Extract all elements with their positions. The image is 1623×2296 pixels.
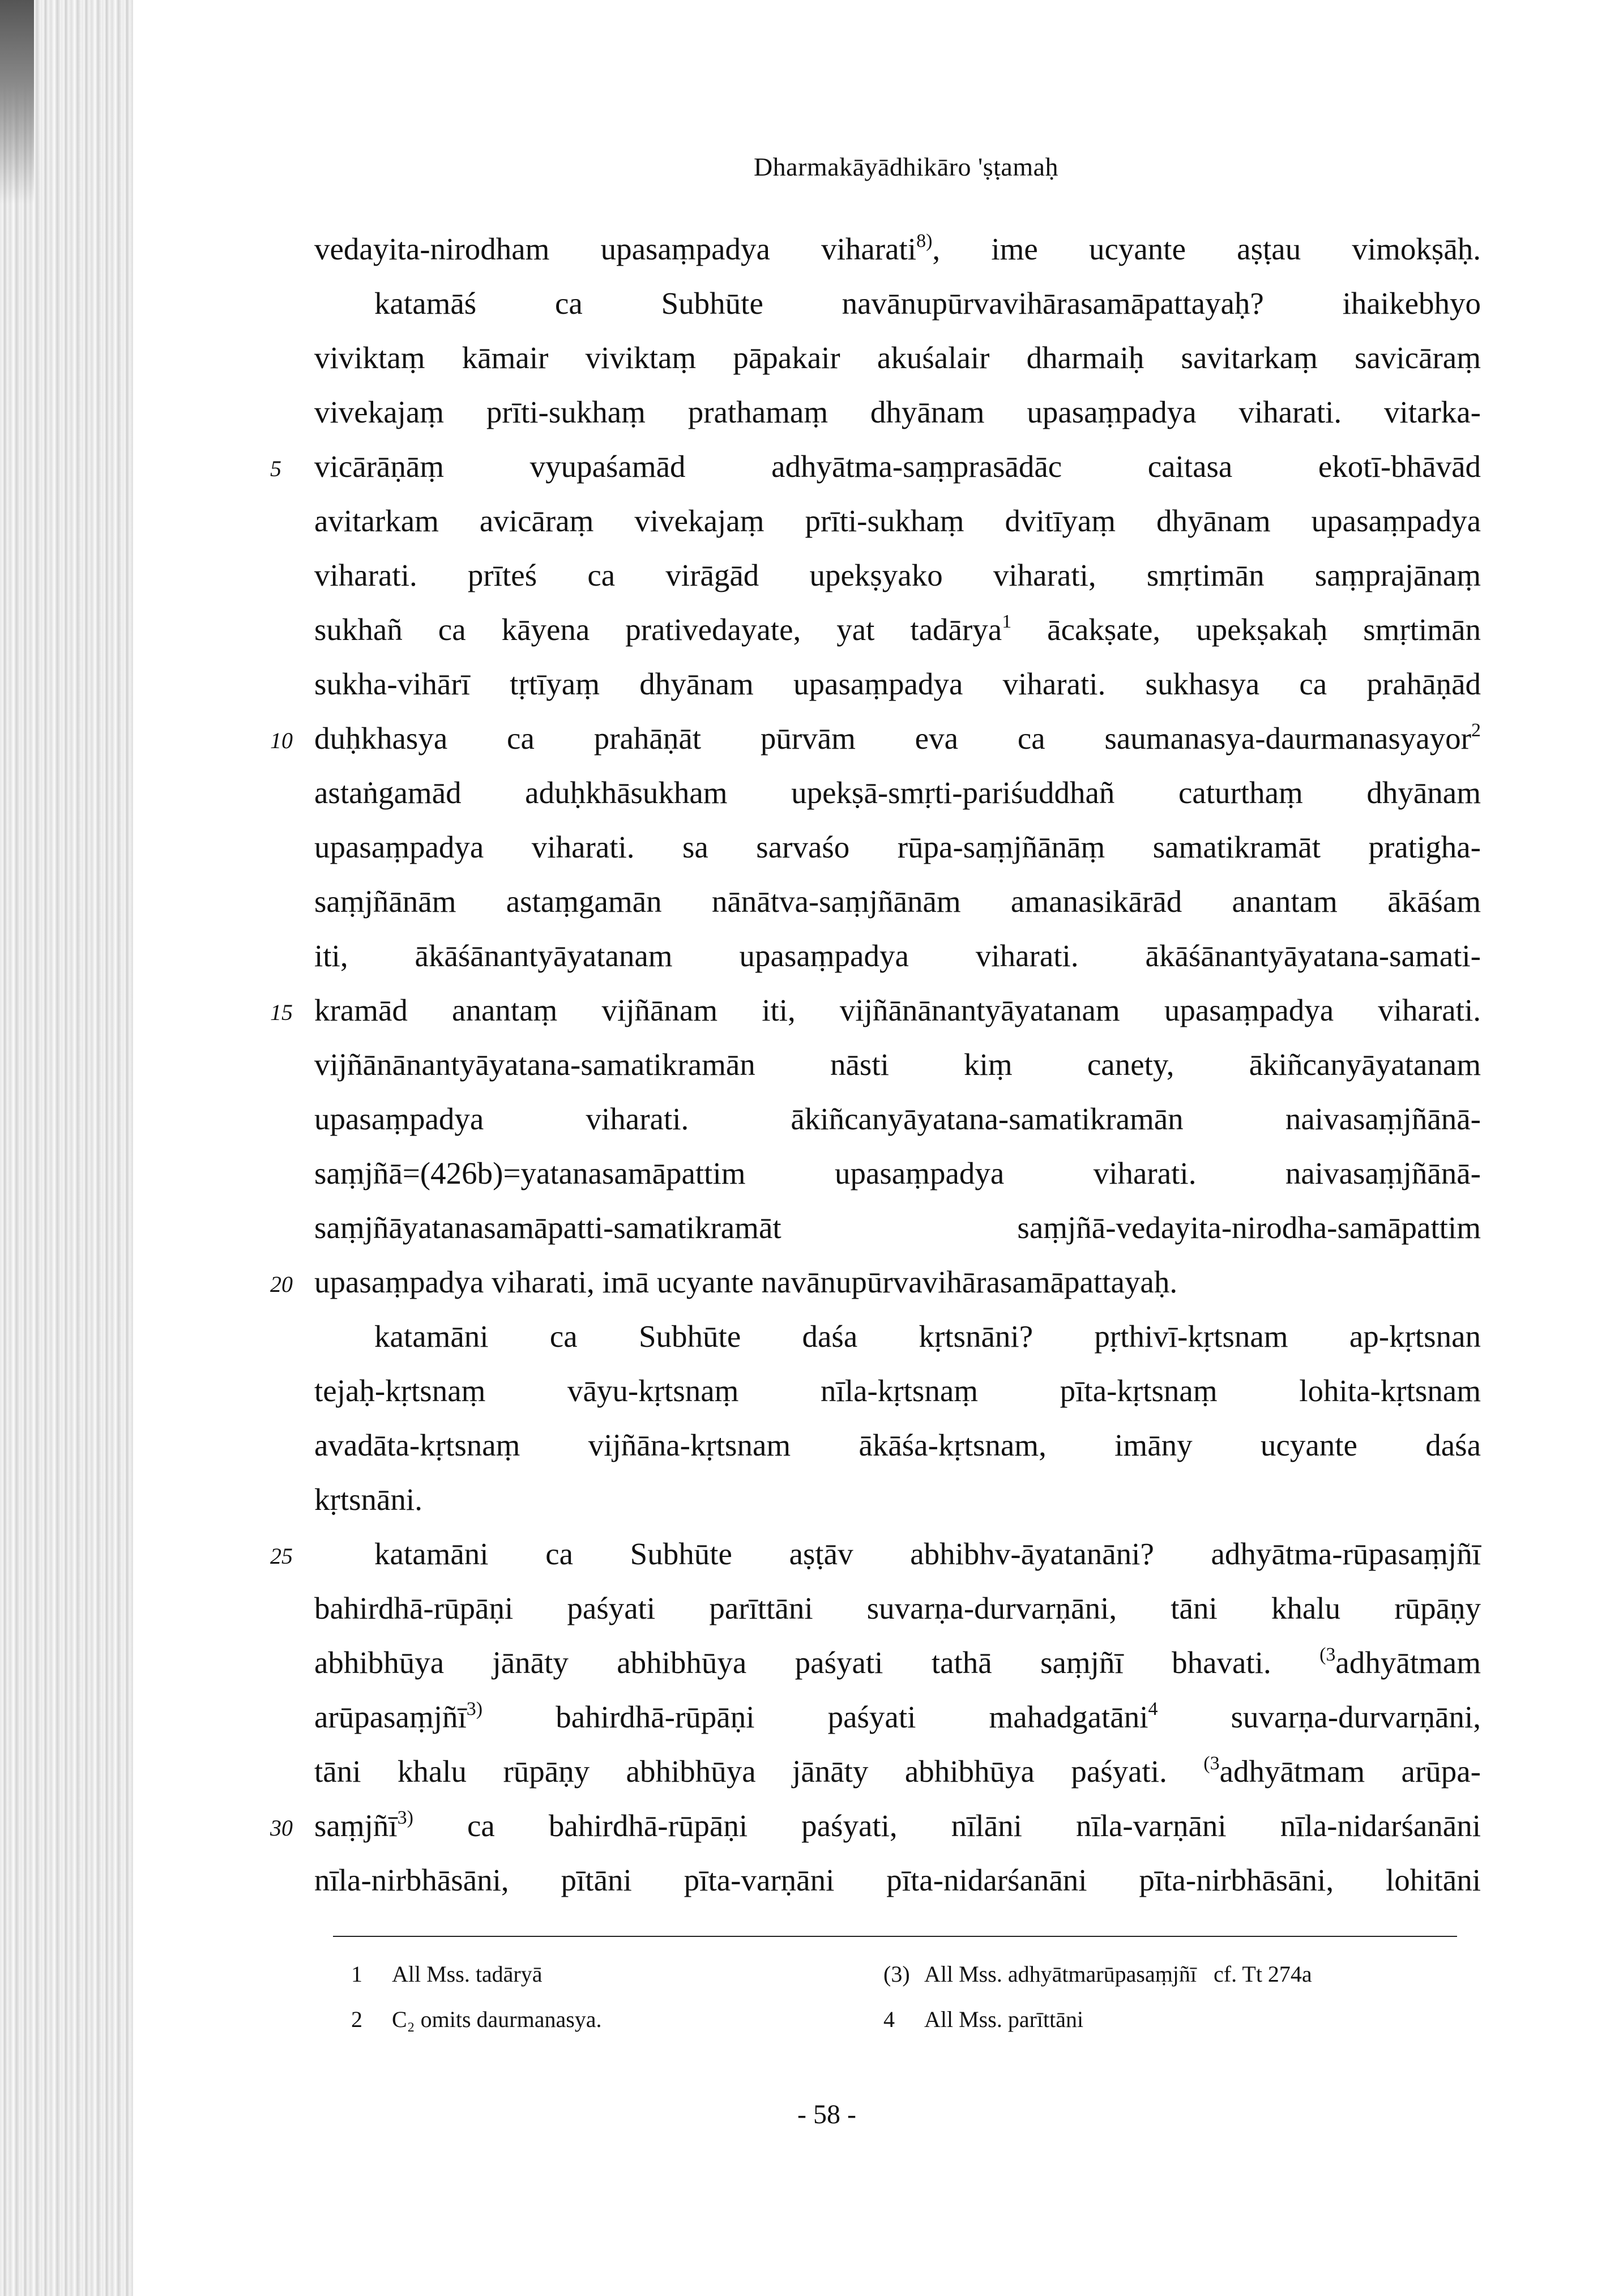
text-line <box>314 1744 1481 1799</box>
text-line <box>270 1527 1481 1581</box>
line-text: bahirdhā-rūpāṇi paśyati parīttāni suvarṇa-durvarṇāni, tāni khalu rūpāṇy <box>314 1591 1481 1625</box>
text-line <box>314 1473 1481 1527</box>
text-line <box>314 1418 1481 1473</box>
line-text: astaṅgamād aduḥkhāsukham upekṣā-smṛti-pariśuddhañ caturthaṃ dhyānam <box>314 775 1481 810</box>
text-line <box>314 1309 1481 1364</box>
running-head: Dharmakāyādhikāro 'ṣṭamaḥ <box>753 152 1059 181</box>
line-text: katamāni ca Subhūte aṣṭāv abhibhv-āyatanāni? adhyātma-rūpasaṃjñī <box>374 1537 1481 1571</box>
line-number: 15 <box>270 1000 293 1025</box>
line-text: bahirdhā-rūpāṇi paśyati mahadgatāni <box>482 1700 1148 1734</box>
line-number: 20 <box>270 1271 293 1297</box>
line-text: vijñānānantyāyatana-samatikramān nāsti kiṃ canety, ākiñcanyāyatanam <box>314 1047 1481 1082</box>
footnote-2: 2 C₂ omits daurmanasya. <box>351 2007 602 2032</box>
line-text: upasaṃpadya viharati. sa sarvaśo rūpa-saṃjñānāṃ samatikramāt pratigha- <box>314 830 1481 864</box>
text-line <box>314 494 1481 548</box>
footnote-marker: 2 <box>1471 720 1481 741</box>
footnote-marker: 3) <box>466 1698 483 1719</box>
line-text: ācakṣate, upekṣakaḥ smṛtimān <box>1011 612 1481 647</box>
line-text: viviktaṃ kāmair viviktaṃ pāpakair akuśalair dharmaiḥ savitarkaṃ savicāraṃ <box>314 340 1481 375</box>
text-line <box>314 331 1481 385</box>
line-text: vicārāṇāṃ vyupaśamād adhyātma-saṃprasādāc caitasa ekotī-bhāvād <box>314 449 1481 484</box>
line-text: tejaḥ-kṛtsnaṃ vāyu-kṛtsnaṃ nīla-kṛtsnaṃ pīta-kṛtsnaṃ lohita-kṛtsnam <box>314 1373 1481 1408</box>
line-text: , ime ucyante aṣṭau vimokṣāḥ. <box>932 232 1481 266</box>
line-text: iti, ākāśānantyāyatanam upasaṃpadya viharati. ākāśānantyāyatana-samati- <box>314 938 1481 973</box>
footnote-marker: (3 <box>1319 1644 1336 1665</box>
text-line <box>314 1201 1481 1255</box>
text-line <box>314 1690 1481 1744</box>
scan-corner-shadow <box>0 0 34 204</box>
text-line <box>270 711 1481 766</box>
line-text: suvarṇa-durvarṇāni, <box>1158 1700 1481 1734</box>
text-line <box>314 874 1481 929</box>
body-text <box>270 222 1481 1907</box>
footnote-marker: 1 <box>1002 611 1012 632</box>
footnote-4: 4 All Mss. parīttāni <box>883 2007 1084 2032</box>
text-line <box>270 1799 1481 1853</box>
text-line <box>314 1853 1481 1907</box>
footnote-3: (3) All Mss. adhyātmarūpasaṃjñī cf. Tt 274a <box>883 1961 1312 1987</box>
text-line <box>270 983 1481 1038</box>
line-number: 30 <box>270 1815 293 1841</box>
text-line <box>314 766 1481 820</box>
line-number: 10 <box>270 728 293 753</box>
line-text: adhyātmam arūpa- <box>1219 1754 1481 1789</box>
footnote-marker: 4 <box>1148 1698 1158 1719</box>
line-text: saṃjñāyatanasamāpatti-samatikramāt saṃjñā-vedayita-nirodha-samāpattim <box>314 1210 1481 1245</box>
line-text: ca bahirdhā-rūpāṇi paśyati, nīlāni nīla-varṇāni nīla-nidarśanāni <box>413 1808 1481 1843</box>
text-line <box>314 1581 1481 1636</box>
footnotes <box>351 1952 1472 2042</box>
line-text: sukhañ ca kāyena prativedayate, yat tadārya <box>314 612 1002 647</box>
text-line <box>314 1636 1481 1690</box>
line-text: avadāta-kṛtsnaṃ vijñāna-kṛtsnam ākāśa-kṛtsnam, imāny ucyante daśa <box>314 1428 1481 1462</box>
line-text: kramād anantaṃ vijñānam iti, vijñānānantyāyatanam upasaṃpadya viharati. <box>314 993 1481 1027</box>
line-text: vivekajaṃ prīti-sukhaṃ prathamaṃ dhyānam upasaṃpadya viharati. vitarka- <box>314 395 1481 429</box>
line-text: tāni khalu rūpāṇy abhibhūya jānāty abhibhūya paśyati. <box>314 1754 1204 1789</box>
page-number: - 58 - <box>797 2099 856 2129</box>
line-number: 25 <box>270 1543 293 1569</box>
text-line <box>314 1092 1481 1146</box>
footnote-rule <box>333 1936 1457 1937</box>
line-text: duḥkhasya ca prahāṇāt pūrvām eva ca saumanasya-daurmanasyayor <box>314 721 1471 756</box>
scan-binding-edge <box>0 0 133 2296</box>
text-line <box>314 603 1481 657</box>
text-line <box>314 1038 1481 1092</box>
text-line <box>314 548 1481 603</box>
line-text: katamāś ca Subhūte navānupūrvavihārasamāpattayaḥ? ihaikebhyo <box>374 286 1481 321</box>
line-text: arūpasaṃjñī <box>314 1700 467 1734</box>
line-text: vedayita-nirodham upasaṃpadya viharati <box>314 232 917 266</box>
text-line <box>270 1255 1481 1309</box>
footnote-1: 1 All Mss. tadāryā <box>351 1961 543 1987</box>
line-text: nīla-nirbhāsāni, pītāni pīta-varṇāni pīta-nidarśanāni pīta-nirbhāsāni, lohitāni <box>314 1863 1481 1897</box>
text-line <box>314 276 1481 331</box>
text-line <box>270 439 1481 494</box>
line-text: adhyātmam <box>1335 1645 1481 1680</box>
footnote-marker: (3 <box>1203 1753 1220 1774</box>
footnote-marker: 3) <box>397 1807 413 1828</box>
line-text: viharati. prīteś ca virāgād upekṣyako viharati, smṛtimān saṃprajānaṃ <box>314 558 1481 592</box>
line-text: upasaṃpadya viharati. ākiñcanyāyatana-samatikramān naivasaṃjñānā- <box>314 1102 1481 1136</box>
text-line <box>314 1364 1481 1418</box>
line-text: upasaṃpadya viharati, imā ucyante navānupūrvavihārasamāpattayaḥ. <box>314 1265 1178 1299</box>
line-text: kṛtsnāni. <box>314 1482 422 1517</box>
text-line <box>314 1146 1481 1201</box>
line-text: sukha-vihārī tṛtīyaṃ dhyānam upasaṃpadya viharati. sukhasya ca prahāṇād <box>314 667 1481 701</box>
text-line <box>314 385 1481 439</box>
line-text: katamāni ca Subhūte daśa kṛtsnāni? pṛthivī-kṛtsnam ap-kṛtsnan <box>374 1319 1481 1354</box>
line-text: saṃjñī <box>314 1808 398 1843</box>
line-text: saṃjñā=(426b)=yatanasamāpattim upasaṃpadya viharati. naivasaṃjñānā- <box>314 1156 1481 1190</box>
text-line <box>314 222 1481 276</box>
text-line <box>314 820 1481 874</box>
line-text: abhibhūya jānāty abhibhūya paśyati tathā saṃjñī bhavati. <box>314 1645 1320 1680</box>
line-text: avitarkam avicāraṃ vivekajaṃ prīti-sukhaṃ dvitīyaṃ dhyānam upasaṃpadya <box>314 503 1481 538</box>
text-line <box>314 929 1481 983</box>
line-text: saṃjñānām astaṃgamān nānātva-saṃjñānām amanasikārād anantam ākāśam <box>314 884 1481 919</box>
text-line <box>314 657 1481 711</box>
line-number: 5 <box>270 456 281 481</box>
footnote-marker: 8) <box>916 231 933 251</box>
